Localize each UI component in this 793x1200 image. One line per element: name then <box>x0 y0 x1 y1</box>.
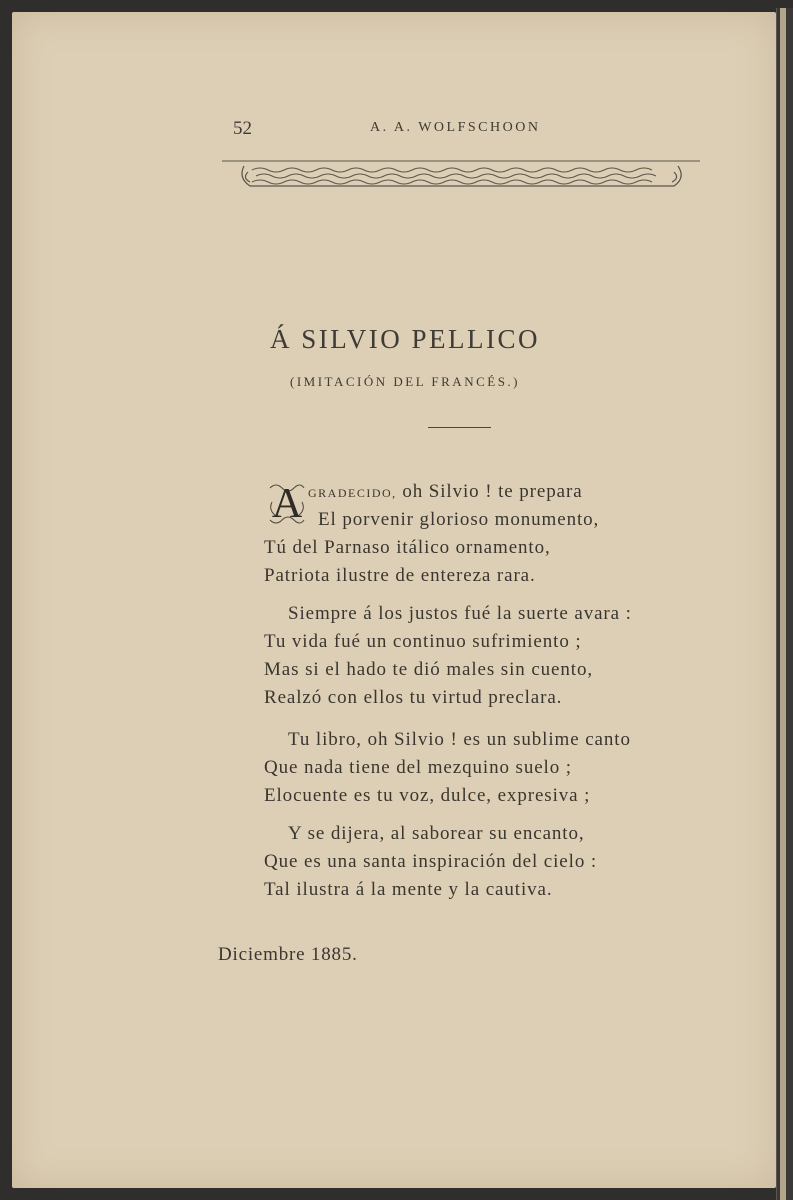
poem-line: Tu vida fué un continuo sufrimiento ; <box>264 631 582 652</box>
poem-line <box>308 478 583 506</box>
poem-line: El porvenir glorioso monumento, <box>318 509 600 530</box>
poem-title: Á SILVIO PELLICO <box>269 324 540 354</box>
poem-line: Tal ilustra á la mente y la cautiva. <box>264 879 553 900</box>
poem-line: Tú del Parnaso itálico ornamento, <box>264 537 551 558</box>
page-edge <box>780 8 786 1200</box>
first-line-rest: oh Silvio ! te prepara <box>402 481 583 502</box>
poem-line: Que nada tiene del mezquino suelo ; <box>264 757 572 778</box>
first-word-smallcaps: GRADECIDO, <box>308 486 397 500</box>
poem-line: Siempre á los justos fué la suerte avara : <box>288 603 632 624</box>
running-head: A. A. WOLFSCHOON <box>370 120 541 135</box>
poem-subtitle: (IMITACIÓN DEL FRANCÉS.) <box>290 374 520 389</box>
poem-line: Elocuente es tu voz, dulce, expresiva ; <box>264 785 591 806</box>
page-number: 52 <box>233 118 252 139</box>
poem-line: Tu libro, oh Silvio ! es un sublime canto <box>288 729 631 750</box>
drop-cap <box>268 480 306 528</box>
decorative-header-ornament <box>222 158 700 192</box>
poem-line: Y se dijera, al saborear su encanto, <box>288 823 585 844</box>
title-rule <box>428 427 491 428</box>
page-header <box>220 118 700 142</box>
poem-line: Realzó con ellos tu virtud preclara. <box>264 687 563 708</box>
poem-date: Diciembre 1885. <box>218 944 358 965</box>
poem-line: Mas si el hado te dió males sin cuento, <box>264 659 594 680</box>
poem-line: Patriota ilustre de entereza rara. <box>264 565 536 586</box>
drop-cap-letter: A <box>271 481 303 527</box>
poem-line: Que es una santa inspiración del cielo : <box>264 851 598 872</box>
